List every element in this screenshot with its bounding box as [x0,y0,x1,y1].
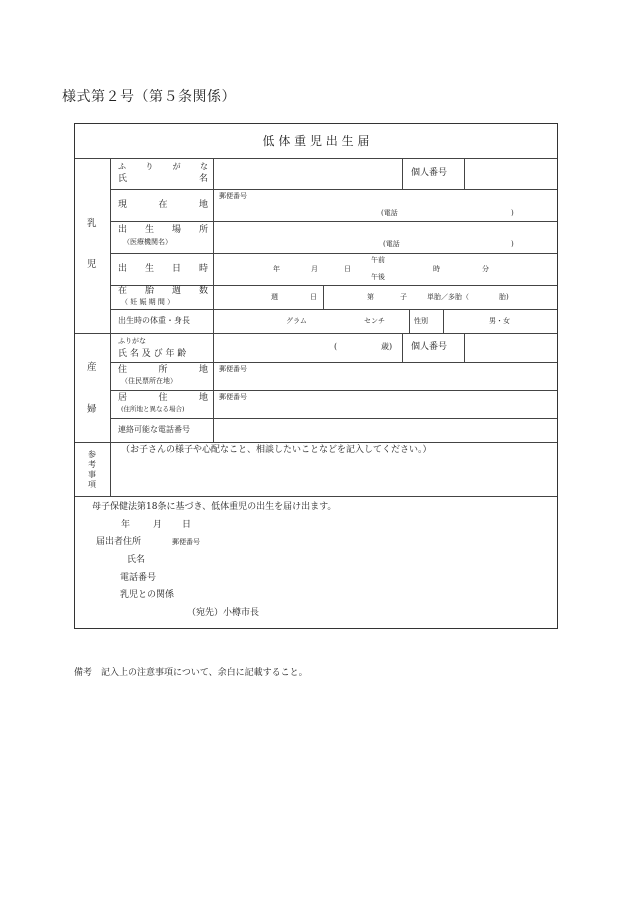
birth-am-label: 午前 [371,256,385,264]
row-divider [110,253,557,254]
label-char: 地 [198,393,208,403]
birthplace-phone-close: ) [511,240,514,248]
birthplace-sub-label: （医療機関名） [123,238,172,246]
birth-order-prefix: 第 [367,293,374,301]
section-divider [75,496,557,497]
form-number: 様式第２号（第５条関係） [62,89,236,105]
cell-divider [323,285,324,309]
notifier-postal-label: 郵便番号 [172,538,200,546]
label-char: 地 [198,365,208,375]
contact-phone-label: 連絡可能な電話番号 [118,425,190,434]
label-char: 名 [198,174,208,184]
gestation-label [118,287,208,296]
birth-month-unit: 月 [311,265,318,273]
group-label-column-line [110,158,111,496]
infant-address-phone-close: ) [511,209,514,217]
gestation-sub-label: （ 妊 娠 期 間 ） [121,298,175,306]
field-label-column-line [213,158,214,442]
label-char: 出 [118,264,128,274]
weight-gram-unit: グラム [286,317,307,325]
label-char: な [199,162,208,171]
label-char: 胎 [144,286,154,296]
relationship-label: 乳児との関係 [120,590,175,600]
label-char: 日 [171,264,181,274]
multiple-birth-close: 胎) [499,293,509,301]
declaration-month: 月 [153,520,163,530]
mother-residence-label [118,394,208,403]
notifier-phone-label: 電話番号 [120,573,157,583]
birth-day-unit: 日 [344,265,351,273]
label-char: り [145,162,154,171]
label-char: 参 [88,450,96,459]
mother-residence-postal: 郵便番号 [219,393,247,401]
label-char: 場 [171,225,181,235]
addressee: （宛先）小樽市長 [187,608,260,618]
row-divider [110,221,557,222]
mother-group-label-1: 産 [87,362,97,373]
infant-address-postal: 郵便番号 [219,192,247,200]
infant-address-phone-open: (電話 [381,209,398,217]
mother-personal-number-label: 個人番号 [411,342,448,352]
mother-address-sub-label: （住民票所在地） [121,377,177,385]
label-char: 生 [144,264,154,274]
notification-form [74,123,558,629]
mother-residence-sub-label: (住所地と異なる場合) [121,405,185,413]
infant-personal-number-label: 個人番号 [411,168,448,178]
label-char: 項 [88,480,96,489]
infant-address-label [118,201,208,210]
row-divider [110,418,557,419]
mother-age-open: ( [334,342,338,351]
form-title: 低 体 重 児 出 生 届 [262,134,370,148]
label-char: 地 [198,200,208,210]
label-char: 居 [118,393,128,403]
cell-divider [464,158,465,189]
label-char: が [172,162,181,171]
declaration-day: 日 [182,520,192,530]
bottom-remark: 備考 記入上の注意事項について、余白に記載すること。 [74,668,308,678]
infant-furigana-label [118,163,208,171]
label-char: 事 [88,470,96,479]
label-char: 考 [88,460,96,469]
gestation-week-unit: 週 [271,293,278,301]
gestation-day-unit: 日 [310,293,317,301]
row-divider [110,189,557,190]
label-char: 週 [171,286,181,296]
section-divider [75,442,557,443]
declaration-year: 年 [121,520,131,530]
birth-minute-unit: 分 [482,265,489,273]
cell-divider [409,309,410,333]
section-divider [75,333,557,334]
birthplace-label [118,226,208,235]
weight-length-label: 出生時の体重・身長 [118,316,190,325]
label-char: 所 [158,365,168,375]
mother-address-postal: 郵便番号 [219,365,247,373]
infant-group-label-1: 乳 [87,218,97,229]
mother-group-label-2: 婦 [87,404,97,415]
infant-name-label [118,175,208,184]
notifier-address-label: 届出者住所 [96,537,142,547]
birth-hour-unit: 時 [433,265,440,273]
length-cm-unit: センチ [364,317,385,325]
notes-instruction: （お子さんの様子や心配なこと、相談したいことなどを記入してください。） [121,445,432,455]
label-char: 氏 [118,174,128,184]
mother-age-close: 歳) [381,342,393,351]
row-divider [110,362,557,363]
title-divider [75,158,557,159]
declaration-statement: 母子保健法第18条に基づき、低体重児の出生を届け出ます。 [92,502,337,512]
label-char: 在 [118,286,128,296]
sex-options: 男・女 [489,317,510,325]
mother-name-age-label: 氏 名 及 び 年 齢 [118,349,187,359]
label-char: ふ [118,162,126,171]
label-char: 時 [198,264,208,274]
label-char: 出 [118,225,128,235]
birth-pm-label: 午後 [371,273,385,281]
mother-furigana-label: ふりがな [118,337,146,345]
cell-divider [402,158,403,189]
birthplace-phone-open: (電話 [383,240,400,248]
label-char: 所 [198,225,208,235]
label-char: 住 [118,365,128,375]
notes-label [88,450,98,490]
birth-datetime-label [118,265,208,274]
cell-divider [402,333,403,362]
cell-divider [443,309,444,333]
mother-address-label [118,366,208,375]
cell-divider [464,333,465,362]
label-char: 住 [158,393,168,403]
row-divider [110,390,557,391]
notifier-name-label: 氏名 [127,555,146,565]
infant-group-label-2: 児 [87,259,97,270]
birth-year-unit: 年 [273,265,280,273]
row-divider [110,309,557,310]
label-char: 数 [198,286,208,296]
label-char: 生 [144,225,154,235]
label-char: 現 [118,200,128,210]
birth-order-suffix: 子 [400,293,407,301]
multiple-birth-label: 単胎／多胎（ [427,293,469,301]
label-char: 在 [158,200,168,210]
sex-label: 性別 [414,317,428,325]
